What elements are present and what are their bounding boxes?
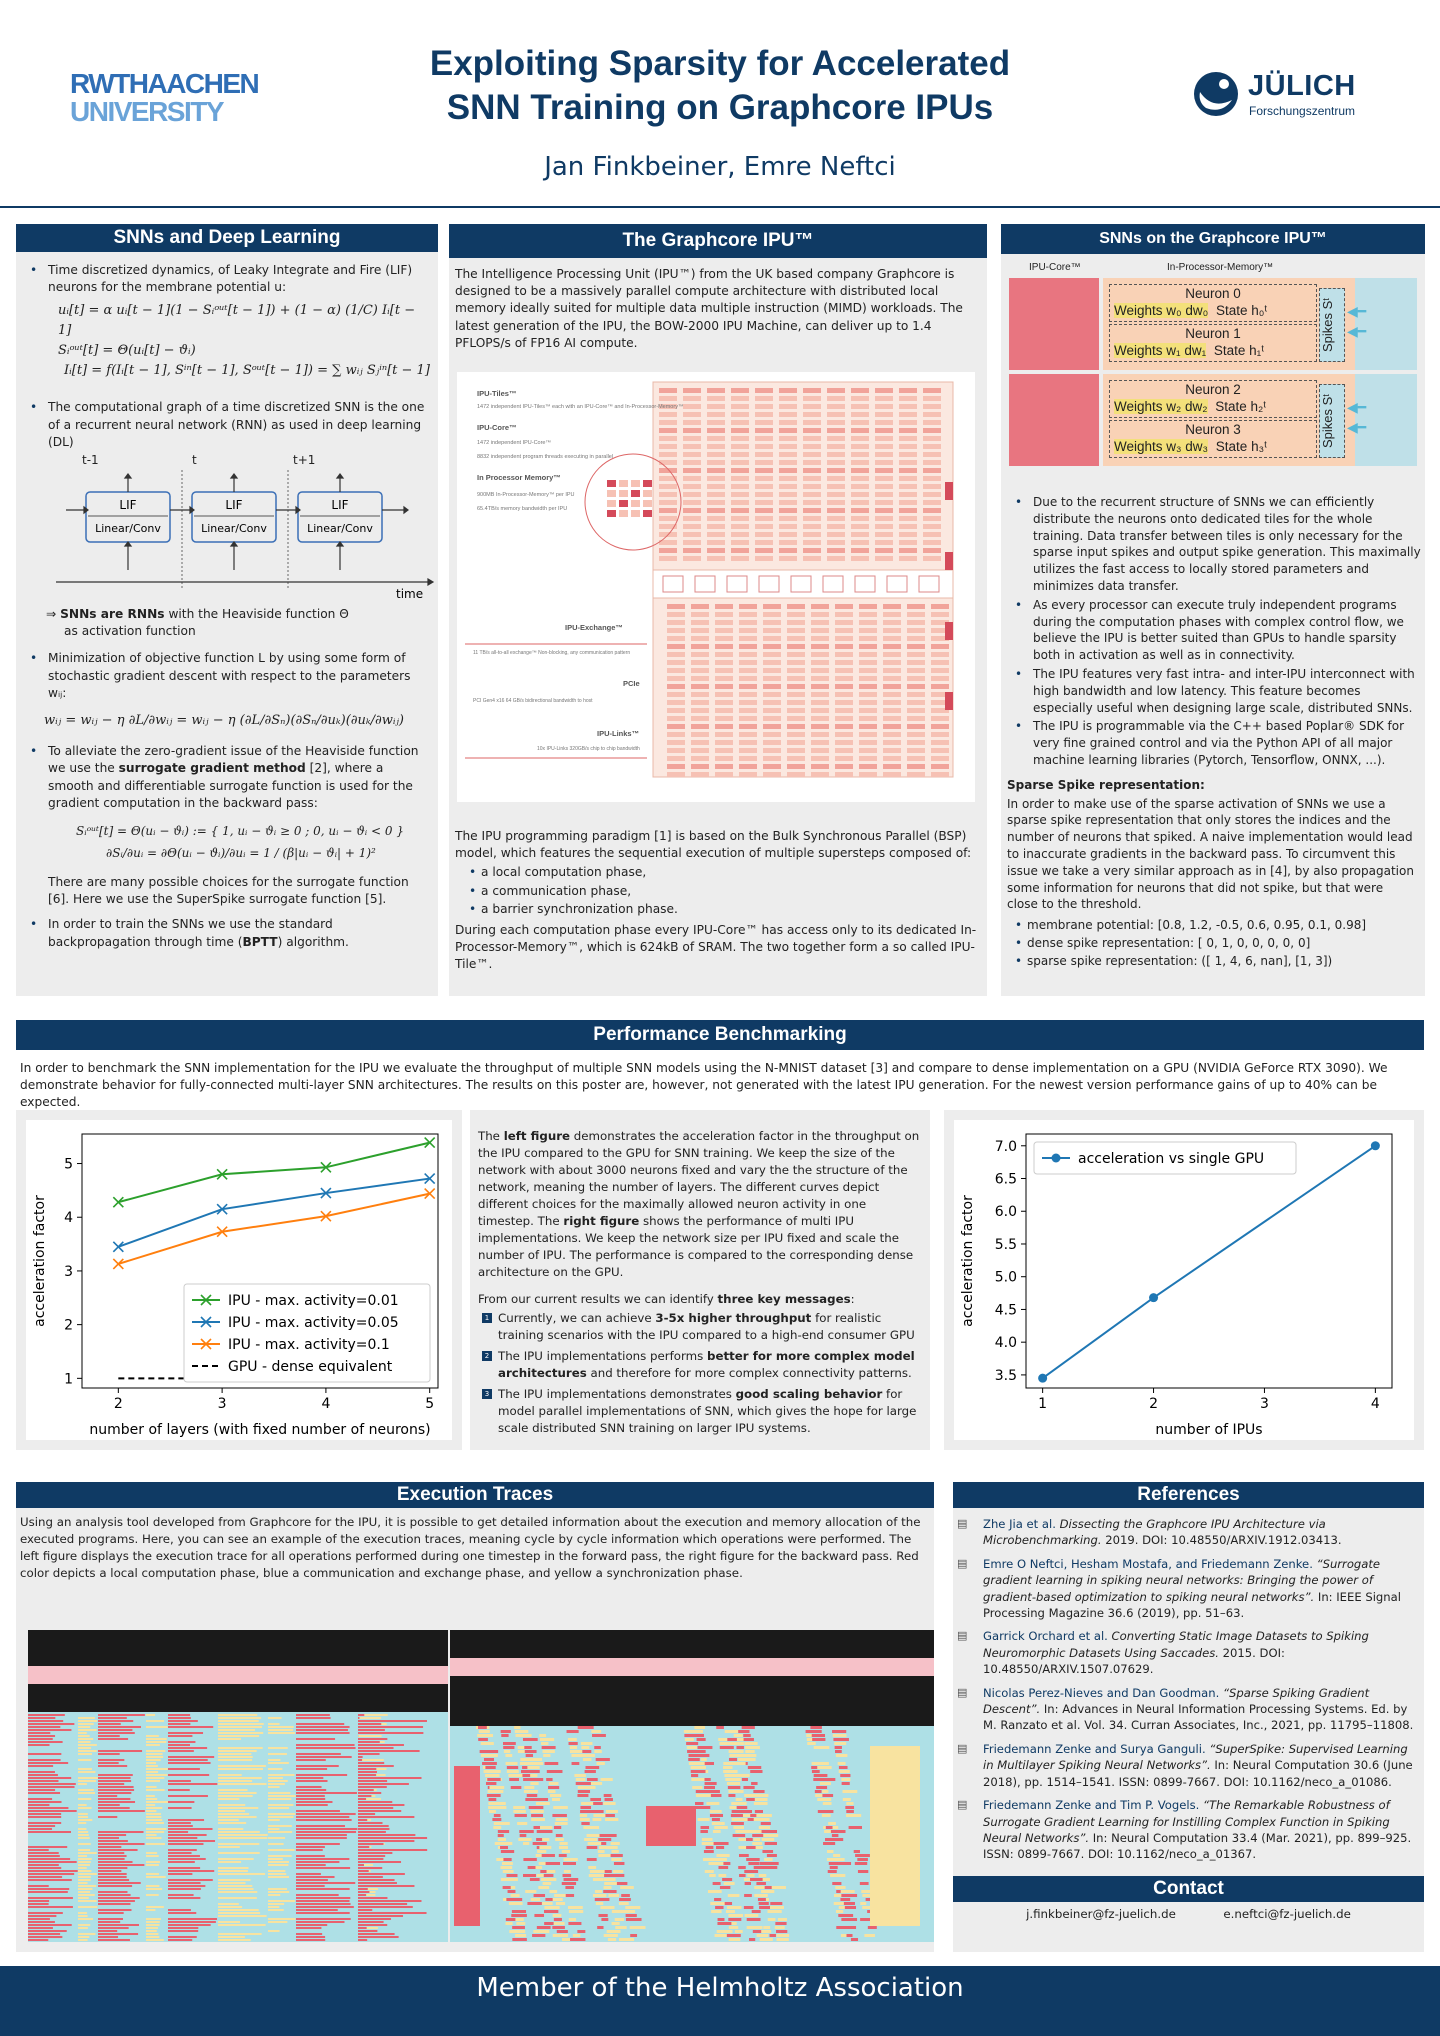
y-axis-label: acceleration factor xyxy=(32,1195,48,1327)
references-title: References xyxy=(953,1482,1424,1508)
legend-entry-0: IPU - max. activity=0.01 xyxy=(228,1293,399,1309)
series-line-2 xyxy=(118,1194,429,1264)
y-tick-label: 2 xyxy=(64,1317,73,1334)
spikes-label: Spikes Sᵗ xyxy=(1319,288,1345,362)
snn-dl-bullet-2: • The computational graph of a time discretized SNN is the one of a recurrent neural network (RNN) as used in deep learning (DL) xyxy=(16,399,432,451)
rnn-t-label-0: t-1 xyxy=(82,453,99,468)
x-tick-label: 5 xyxy=(425,1396,435,1412)
y-axis-label: acceleration factor xyxy=(960,1195,976,1327)
x-tick-label: 2 xyxy=(1149,1396,1159,1412)
snn-dl-bullet-4: • To alleviate the zero-gradient issue of the Heaviside function we use the surrogate gradient method [2], where a smooth and differentiable surrogate function is used for the gradient computation in the backward pass: xyxy=(16,743,432,812)
ipus-chart xyxy=(954,1120,1414,1440)
perf-mid-text xyxy=(470,1110,930,1450)
data-point xyxy=(1149,1293,1158,1302)
footer-text: Member of the Helmholtz Association xyxy=(476,1973,964,2003)
bptt-bold: BPTT xyxy=(242,934,278,949)
page-title xyxy=(330,42,1110,130)
neuron-box-0 xyxy=(1109,284,1317,322)
snn-ipu-bullet-3: • The IPU features very fast intra- and inter-IPU interconnect with high bandwidth and low latency. This feature becomes especially useful when designing large scale, distributed SNNs. xyxy=(1001,666,1421,716)
authors: Jan Finkbeiner, Emre Neftci xyxy=(544,152,896,182)
ipu-tile-0 xyxy=(1007,278,1419,370)
spike-arrows-icon: ◀━ ◀━ xyxy=(1347,304,1367,340)
col-core-label: IPU-Core™ xyxy=(1029,262,1081,273)
layers-chart xyxy=(26,1120,452,1440)
julich-logo-name: JÜLICH xyxy=(1248,70,1356,102)
traces-title: Execution Traces xyxy=(16,1482,934,1508)
key-message-2: 2 The IPU implementations performs better for more complex model architectures and therefore for more complex connectivity patterns. xyxy=(478,1348,924,1382)
tile-mapping-diagram xyxy=(1007,256,1419,506)
sparse-title: Sparse Spike representation: xyxy=(1007,777,1205,792)
key-message-1: 1 Currently, we can achieve 3-5x higher throughput for realistic training scenarios with the IPU compared to a high-end consumer GPU xyxy=(478,1310,924,1344)
rnn-lif-label-0: LIF xyxy=(119,498,137,513)
series-line-0 xyxy=(1043,1146,1376,1378)
julich-mark-icon xyxy=(1192,70,1240,118)
rnn-unrolled-diagram xyxy=(16,452,438,602)
ipu-label-mem: In Processor Memory™ xyxy=(477,473,561,482)
neuron-weights: Weights w₂ dw₂ xyxy=(1114,399,1208,414)
neuron-name: Neuron 0 xyxy=(1185,286,1241,301)
neuron-name: Neuron 3 xyxy=(1185,422,1241,437)
ipu-label-tiles: IPU-Tiles™ xyxy=(477,389,517,398)
reference-item: ▤ Friedemann Zenke and Tim P. Vogels. “The Remarkable Robustness of Surrogate Gradient Learning for Instilling Complex Function in Spiking Neural Networks”. In: Neural Computation 33.4 (Mar. 2021), pp. 899–925. ISSN: 0899-7667. DOI: 10.1162/neco_a_01367. xyxy=(953,1797,1420,1863)
neuron-box-1 xyxy=(1109,324,1317,362)
rwth-logo xyxy=(70,70,260,126)
snn-dl-bullet-5: • In order to train the SNNs we use the standard backpropagation through time (BPTT) algorithm. xyxy=(16,916,432,950)
x-tick-label: 4 xyxy=(321,1396,331,1412)
ipu-label-links-sub: 10x IPU-Links 320GB/s chip to chip bandwidth xyxy=(537,746,640,752)
neuron-weights: Weights w₁ dw₁ xyxy=(1114,343,1207,358)
legend-entry-1: IPU - max. activity=0.05 xyxy=(228,1315,399,1331)
legend xyxy=(184,1284,430,1382)
legend-entry-0: acceleration vs single GPU xyxy=(1078,1151,1265,1167)
ipu-core-block xyxy=(1009,278,1099,370)
reference-item: ▤ Emre O Neftci, Hesham Mostafa, and Friedemann Zenke. “Surrogate gradient learning in spiking neural networks: Bringing the power of gradient-based optimization to spiking neural networks”. In: IEEE Signal Processing Magazine 36.6 (2019), pp. 51–63. xyxy=(953,1556,1420,1622)
legend-entry-3: GPU - dense equivalent xyxy=(228,1359,393,1375)
perf-mid-p2: From our current results we can identify three key messages: xyxy=(478,1292,855,1306)
trace-band xyxy=(28,1666,448,1684)
neuron-name: Neuron 1 xyxy=(1185,326,1241,341)
snn-ipu-bullet-4: • The IPU is programmable via the C++ based Poplar® SDK for very fine grained control and via the Python API of all major machine learning libraries (Pytorch, Tensorflow, ONNX, ...). xyxy=(1001,718,1421,768)
snn-ipu-bullet-2: • As every processor can execute truly independent programs during the computation phases with complex control flow, we believe the IPU is better suited than GPUs to handle sparsity both in activation as well as in connectivity. xyxy=(1001,597,1421,664)
ipu-label-core-sub1: 1472 independent IPU-Core™ xyxy=(477,440,551,446)
x-tick-label: 4 xyxy=(1370,1396,1380,1412)
rnn-cell-1 xyxy=(192,492,276,542)
lif-equation-1: uᵢ[t] = α uᵢ[t − 1](1 − Sᵢᵒᵘᵗ[t − 1]) + (1 − α) (1/C) Iᵢ[t − 1] xyxy=(58,303,416,339)
neuron-state: State h₃ᵗ xyxy=(1215,439,1268,454)
y-tick-label: 5.0 xyxy=(994,1269,1017,1286)
contact-title: Contact xyxy=(953,1876,1424,1902)
neuron-state: State h₂ᵗ xyxy=(1215,399,1267,414)
neuron-name: Neuron 2 xyxy=(1185,382,1241,397)
ipu-core-block xyxy=(1009,374,1099,466)
trace-body xyxy=(28,1714,427,1941)
example-membrane: • membrane potential: [0.8, 1.2, -0.5, 0.6, 0.95, 0.1, 0.98] xyxy=(1001,917,1421,934)
neuron-state: State h₁ᵗ xyxy=(1213,343,1265,358)
snn-dl-bullet-1: • Time discretized dynamics, of Leaky Integrate and Fire (LIF) neurons for the membrane potential u: xyxy=(16,262,432,296)
reference-item: ▤ Garrick Orchard et al. Converting Static Image Datasets to Spiking Neuromorphic Datasets Using Saccades. 2015. DOI: 10.48550/ARXIV.1507.07629. xyxy=(953,1628,1420,1677)
trace-header-2 xyxy=(28,1684,448,1712)
rnn-linear-label-1: Linear/Conv xyxy=(201,522,267,536)
julich-logo-sub: Forschungszentrum xyxy=(1249,104,1356,118)
x-axis-label: number of IPUs xyxy=(1155,1422,1263,1438)
ipu-chip-figure xyxy=(457,372,975,802)
contact-emails xyxy=(953,1906,1424,1923)
data-point xyxy=(1371,1141,1380,1150)
ipu-tile-1 xyxy=(1007,374,1419,466)
panel-references xyxy=(953,1482,1424,1952)
rnn-cell-2 xyxy=(298,492,382,542)
lif-equation-2: Sᵢᵒᵘᵗ[t] = Θ(uᵢ[t] − ϑᵢ) xyxy=(58,343,196,359)
snn-rnn-conclusion: ⇒ SNNs are RNNs with the Heaviside function Θ as activation function xyxy=(46,607,349,639)
surrogate-note: There are many possible choices for the surrogate function [6]. Here we use the SuperSpike surrogate function [5]. xyxy=(48,875,409,907)
neuron-box-2 xyxy=(1109,380,1317,418)
contact-email-1[interactable]: j.finkbeiner@fz-juelich.de xyxy=(1026,1907,1176,1921)
ipu-label-core: IPU-Core™ xyxy=(477,423,517,432)
sgd-equation: wᵢⱼ = wᵢⱼ − η ∂L/∂wᵢⱼ = wᵢⱼ − η (∂L/∂Sₙ)(∂Sₙ/∂uₖ)(∂uₖ/∂wᵢⱼ) xyxy=(44,713,404,729)
trace-header-2 xyxy=(450,1676,934,1726)
y-tick-label: 3.5 xyxy=(994,1367,1017,1384)
perf-left-chart-box xyxy=(16,1110,462,1450)
neuron-state: State h₀ᵗ xyxy=(1216,303,1268,318)
rnn-linear-label-0: Linear/Conv xyxy=(95,522,161,536)
legend-entry-2: IPU - max. activity=0.1 xyxy=(228,1337,390,1353)
trace-body xyxy=(454,1726,920,1941)
trace-header xyxy=(450,1630,934,1658)
perf-mid-p1: The left figure demonstrates the acceleration factor in the throughput on the IPU compared to the GPU for SNN training. We keep the size of the network with about 3000 neurons fixed and vary the the structure of the network, meaning the number of layers. The different curves depict different choices for the maximally allowed neuron activity in one timestep. The right figure shows the performance of multi IPU implementations. We keep the network size per IPU fixed and scale the number of IPU. The performance is compared to the corresponding dense architecture on the GPU. xyxy=(478,1129,920,1279)
snn-rnn-rest2: as activation function xyxy=(64,624,196,639)
y-tick-label: 3 xyxy=(64,1263,73,1280)
y-tick-label: 6.5 xyxy=(994,1171,1017,1188)
rnn-t-label-1: t xyxy=(192,453,197,468)
series-line-0 xyxy=(118,1143,429,1203)
panel-ipu-title: The Graphcore IPU™ xyxy=(449,224,987,258)
traces-text: Using an analysis tool developed from Graphcore for the IPU, it is possible to get detailed information about the execution and memory allocation of the executed programs. Here, you can see an example of the execution traces, meaning cycle by cycle information which operations were performed. The left figure displays the execution trace for all operations performed during one timestep in the forward pass, the right figure for the backward pass. Red color depicts a local computation phase, blue a communication and exchange phase, and yellow a synchronization phase. xyxy=(20,1515,921,1580)
key-message-3: 3 The IPU implementations demonstrates good scaling behavior for model parallel implementations of SNN, which gives the hope for large scale distributed SNN training on larger IPU systems. xyxy=(478,1386,924,1437)
heaviside-equation: Sᵢᵒᵘᵗ[t] = Θ(uᵢ − ϑᵢ) := { 1, uᵢ − ϑᵢ ≥ 0 ; 0, uᵢ − ϑᵢ < 0 } xyxy=(76,824,404,839)
perf-right-chart-box xyxy=(944,1110,1424,1450)
y-tick-label: 7.0 xyxy=(994,1138,1017,1155)
perf-intro: In order to benchmark the SNN implementation for the IPU we evaluate the throughput of multiple SNN models using the N-MNIST dataset [3] and compare to dense implementation on a GPU (NVIDIA GeForce RTX 3090). We demonstrate behavior for fully-connected multi-layer SNN architectures. The results on this poster are, however, not generated with the latest IPU generation. For the newest version performance gains of up to 40% can be expected. xyxy=(20,1061,1388,1110)
legend xyxy=(1034,1142,1296,1174)
ipu-tile-text: During each computation phase every IPU-Core™ has access only to its dedicated In-Processor-Memory™, which is 624kB of SRAM. The two together form a so called IPU-Tile™. xyxy=(455,923,977,972)
surrogate-equation: ∂Sᵢ/∂uᵢ = ∂Θ(uᵢ − ϑᵢ)/∂uᵢ = 1 / (β|uᵢ − ϑᵢ| + 1)² xyxy=(106,846,376,861)
panel-traces xyxy=(16,1482,934,1952)
panel-snn-dl-title: SNNs and Deep Learning xyxy=(16,224,438,252)
ipu-label-exch: IPU-Exchange™ xyxy=(565,623,623,632)
snn-dl-bullet-3: • Minimization of objective function L by using some form of stochastic gradient descent with respect to the parameters wᵢⱼ: xyxy=(16,650,432,702)
trace-forward xyxy=(28,1630,448,1942)
neuron-weights: Weights w₃ dw₃ xyxy=(1114,439,1209,454)
page-title-line1: Exploiting Sparsity for Accelerated xyxy=(429,44,1011,83)
ipu-label-pcie-sub: PCI Gen4 x16 64 GB/s bidirectional bandwidth to host xyxy=(473,698,593,704)
x-tick-label: 3 xyxy=(1259,1396,1269,1412)
snn-rnn-rest: with the Heaviside function Θ xyxy=(168,607,349,622)
x-tick-label: 2 xyxy=(113,1396,123,1412)
x-tick-label: 1 xyxy=(1038,1396,1048,1412)
lif-equation-3: Iᵢ[t] = f(Iᵢ[t − 1], Sⁱⁿ[t − 1], Sᵒᵘᵗ[t − 1]) = ∑ wᵢⱼ Sⱼⁱⁿ[t − 1] xyxy=(64,363,430,379)
snn-ipu-bullet-1: • Due to the recurrent structure of SNNs we can efficiently distribute the neurons onto dedicated tiles for the whole training. Data transfer between tiles is only necessary for the sparse input spikes and output spike generation. This maximally utilizes the fast access to locally stored parameters and minimizes data transfer. xyxy=(1001,494,1421,595)
bsp-step-1: • a local computation phase, xyxy=(455,864,983,881)
ipu-label-tiles-sub: 1472 independent IPU-Tiles™ each with an IPU-Core™ and In-Processor-Memory™ xyxy=(477,404,684,410)
neuron-weights: Weights w₀ dw₀ xyxy=(1114,303,1209,318)
reference-item: ▤ Nicolas Perez-Nieves and Dan Goodman. “Sparse Spiking Gradient Descent”. In: Advances in Neural Information Processing Systems. Ed. by M. Ranzato et al. Vol. 34. Curran Associates, Inc., 2021, pp. 11795–11808. xyxy=(953,1685,1420,1734)
y-tick-label: 5 xyxy=(64,1156,73,1173)
panel-ipu xyxy=(449,224,987,996)
panel-snn-ipu-title: SNNs on the Graphcore IPU™ xyxy=(1001,224,1425,254)
y-tick-label: 4.5 xyxy=(994,1302,1017,1319)
rwth-logo-line2: UNIVERSITY xyxy=(70,96,224,127)
x-tick-label: 3 xyxy=(217,1396,227,1412)
rnn-time-label: time xyxy=(396,587,424,602)
y-tick-label: 5.5 xyxy=(994,1236,1017,1253)
snn-rnn-bold: SNNs are RNNs xyxy=(60,607,165,622)
spikes-label: Spikes Sᵗ xyxy=(1319,384,1345,458)
reference-item: ▤ Friedemann Zenke and Surya Ganguli. “SuperSpike: Supervised Learning in Multilayer Spiking Neural Networks”. In: Neural Computation 30.6 (June 2018), pp. 1514–1541. ISSN: 0899-7667. DOI: 10.1162/neco_a_01086. xyxy=(953,1741,1420,1790)
reference-item: ▤ Zhe Jia et al. Dissecting the Graphcore IPU Architecture via Microbenchmarking. 2019. DOI: 10.48550/ARXIV.1912.03413. xyxy=(953,1516,1420,1549)
surrogate-bold: surrogate gradient method xyxy=(118,761,306,776)
neuron-box-3 xyxy=(1109,420,1317,458)
ipu-bsp-text: The IPU programming paradigm [1] is based on the Bulk Synchronous Parallel (BSP) model, which features the sequential execution of multiple supersteps composed of: xyxy=(455,829,972,861)
perf-title: Performance Benchmarking xyxy=(16,1020,1424,1050)
julich-logo xyxy=(1192,68,1392,128)
bsp-step-3: • a barrier synchronization phase. xyxy=(455,901,983,918)
ipu-label-mem-sub2: 65.4TB/s memory bandwidth per IPU xyxy=(477,506,568,512)
data-point xyxy=(113,1259,123,1269)
trace-band xyxy=(450,1658,934,1676)
y-tick-label: 6.0 xyxy=(994,1204,1017,1221)
data-point xyxy=(113,1242,123,1252)
panel-snn-ipu xyxy=(1001,224,1425,996)
page-title-line2: SNN Training on Graphcore IPUs xyxy=(446,88,994,127)
sparse-text: In order to make use of the sparse activation of SNNs we use a sparse spike representation that only stores the indices and the number of neurons that spiked. A naive implementation would lead to inaccurate gradients in the backward pass. To circumvent this issue we take a very similar approach as in [4], by also propagation some information for neurons that did not spike, but that were close to the threshold. xyxy=(1007,796,1414,912)
contact-email-2[interactable]: e.neftci@fz-juelich.de xyxy=(1223,1907,1351,1921)
y-tick-label: 1 xyxy=(64,1371,73,1388)
trace-backward xyxy=(450,1630,934,1942)
rnn-t-label-2: t+1 xyxy=(293,453,316,468)
header-rule xyxy=(0,206,1440,208)
ipu-label-exch-sub: 11 TB/s all-to-all exchange™ Non-blocking, any communication pattern xyxy=(473,650,631,656)
trace-header xyxy=(28,1630,448,1666)
reference-list xyxy=(953,1508,1424,1863)
y-tick-label: 4 xyxy=(64,1210,73,1227)
bsp-step-2: • a communication phase, xyxy=(455,883,983,900)
footer-bar xyxy=(0,1966,1440,2036)
ipu-label-core-sub2: 8832 independent program threads executing in parallel xyxy=(477,454,614,460)
example-sparse: • sparse spike representation: ([ 1, 4, 6, nan], [1, 3]) xyxy=(1001,953,1421,970)
x-axis-label: number of layers (with fixed number of neurons) xyxy=(89,1422,431,1438)
ipu-label-links: IPU-Links™ xyxy=(597,729,640,738)
example-dense: • dense spike representation: [ 0, 1, 0, 0, 0, 0, 0] xyxy=(1001,935,1421,952)
ipu-label-pcie: PCIe xyxy=(623,679,640,688)
col-mem-label: In-Processor-Memory™ xyxy=(1167,262,1274,273)
spike-arrows-icon: ◀━ ◀━ xyxy=(1347,400,1367,436)
ipu-label-mem-sub1: 900MB In-Processor-Memory™ per IPU xyxy=(477,492,575,498)
rnn-lif-label-2: LIF xyxy=(331,498,349,513)
rnn-lif-label-1: LIF xyxy=(225,498,243,513)
rwth-logo-line1: RWTHAACHEN xyxy=(70,68,259,99)
y-tick-label: 4.0 xyxy=(994,1335,1017,1352)
panel-snn-dl xyxy=(16,224,438,996)
ipu-intro: The Intelligence Processing Unit (IPU™) from the UK based company Graphcore is designed to be a massively parallel compute architecture with distributed local memory ideally suited for multiple data multiple instruction (MIMD) workloads. The latest generation of the IPU, the BOW-2000 IPU Machine, can deliver up to 1.4 PFLOPS/s of FP16 AI compute. xyxy=(455,267,963,350)
data-point xyxy=(1038,1374,1047,1383)
rnn-linear-label-2: Linear/Conv xyxy=(307,522,373,536)
rnn-cell-0 xyxy=(86,492,170,542)
